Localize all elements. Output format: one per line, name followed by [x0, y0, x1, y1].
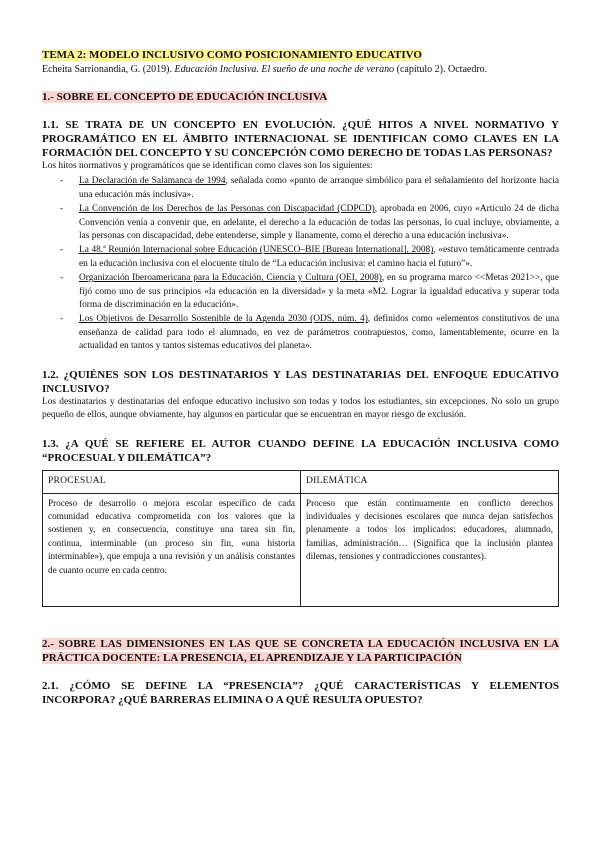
question-1-2-heading: 1.2. ¿QUIÉNES SON LOS DESTINATARIOS Y LAS DESTINATARIAS DEL ENFOQUE EDUCATIVO INCLUSIVO?	[42, 368, 559, 395]
list-item: - Los Objetivos de Desarrollo Sostenible de la Agenda 2030 (ODS, núm. 4), definidos como «elementos constitutivos de una enseñanza de calidad para todo el alumnado, en vez de parámetros contrapuestos, como, lamentablemente, ocurre en la actualidad en tantos y tantos sistemas educativos del planeta».	[60, 314, 560, 352]
section-2-heading: 2.- SOBRE LAS DIMENSIONES EN LAS QUE SE CONCRETA LA EDUCACIÓN INCLUSIVA EN LA PRÁCTICA DOCENTE: LA PRESENCIA, EL APRENDIZAJE Y LA PARTICIPACIÓN	[42, 637, 559, 664]
table-cell-dilematica: Proceso que están continuamente en conflicto derechos individuales y decisiones escolares que nunca dejan satisfechos plenamente a todos los implicados: educadores, alumnado, familias, administración… (Significa que la inclusión plantea dilemas, tensiones y contradicciones constantes).	[301, 493, 559, 606]
section-1-heading: 1.- SOBRE EL CONCEPTO DE EDUCACIÓN INCLUSIVA	[42, 91, 328, 103]
document-title: TEMA 2: MODELO INCLUSIVO COMO POSICIONAMIENTO EDUCATIVO	[42, 49, 422, 61]
table-header-procesual: PROCESUAL	[43, 470, 301, 493]
question-1-1-heading: 1.1. SE TRATA DE UN CONCEPTO EN EVOLUCIÓN. ¿QUÉ HITOS A NIVEL NORMATIVO Y PROGRAMÁTICO EN EL ÁMBITO INTERNACIONAL SE IDENTIFICAN COMO CLAVES EN LA FORMACIÓN DEL CONCEPTO Y SU CONCEPCIÓN COMO DERECHO DE TODAS LAS PERSONAS?	[42, 119, 559, 159]
list-item: - Organización Iberoamericana para la Educación, Ciencia y Cultura (OEI, 2008), en su programa marco <<Metas 2021>>, que fijó como uno de sus principios «la educación en la diversidad» y la meta «M2. Lograr la igualdad educativa y superar toda forma de discriminación en la educación».	[60, 273, 560, 311]
milestones-list	[42, 175, 559, 353]
question-1-3-heading: 1.3. ¿A QUÉ SE REFIERE EL AUTOR CUANDO DEFINE LA EDUCACIÓN INCLUSIVA COMO “PROCESUAL Y DILEMÁTICA”?	[42, 437, 559, 464]
list-item: - La Convención de los Derechos de las Personas con Discapacidad (CDPCD), aprobada en 2006, cuyo «Artículo 24 de dicha Convención venía a convenir que, en adelante, el derecho a la educación de todas las personas, lo cual incluye, obviamente, a las personas con discapacidad, debe entenderse, simple y llanamente, como el derecho a una educación inclusiva».	[60, 204, 559, 242]
table-header-dilematica: DILEMÁTICA	[301, 470, 559, 493]
question-1-2-answer: Los destinatarios y destinatarias del enfoque educativo inclusivo son todas y todos los estudiantes, sin excepciones. No solo un grupo pequeño de ellos, aunque obviamente, hay algunos en particular que se encuentran en mayor riesgo de exclusión.	[42, 396, 559, 421]
document-content	[42, 48, 559, 707]
question-1-1-intro: Los hitos normativos y programáticos que se identifican como claves son los siguientes:	[42, 161, 373, 171]
table-cell-procesual: Proceso de desarrollo o mejora escolar específico de cada comunidad educativa comprometida con los valores que la sostienen y, en consecuencia, constituye una tarea sin fin, continua, interminable (un proceso sin fin, «una historia interminable»), que empuja a una revisión y un análisis constantes de cuanto ocurre en cada centro.	[43, 493, 301, 606]
bibliographic-reference: Echeita Sarrionandia, G. (2019). Educación Inclusiva. El sueño de una noche de verano (capítulo 2). Octaedro.	[42, 64, 488, 75]
question-2-1-heading: 2.1. ¿CÓMO SE DEFINE LA “PRESENCIA”? ¿QUÉ CARACTERÍSTICAS Y ELEMENTOS INCORPORA? ¿QUÉ BARRERAS ELIMINA O A QUÉ RESULTA OPUESTO?	[42, 679, 559, 706]
table-row	[43, 493, 559, 606]
list-item: - La 48.ª Reunión Internacional sobre Educación (UNESCO–BIE [Bureau International], 2008), «estuvo temáticamente centrada en la educación inclusiva con el elocuente título de “La educación inclusiva: el camino hacia el futuro”».	[60, 245, 559, 269]
table-header-row	[43, 470, 559, 493]
procesual-dilematica-table	[42, 470, 559, 607]
list-item: - La Declaración de Salamanca de 1994, señalada como «punto de arranque simbólico para el señalamiento del horizonte hacia una educación más inclusiva».	[60, 176, 559, 200]
